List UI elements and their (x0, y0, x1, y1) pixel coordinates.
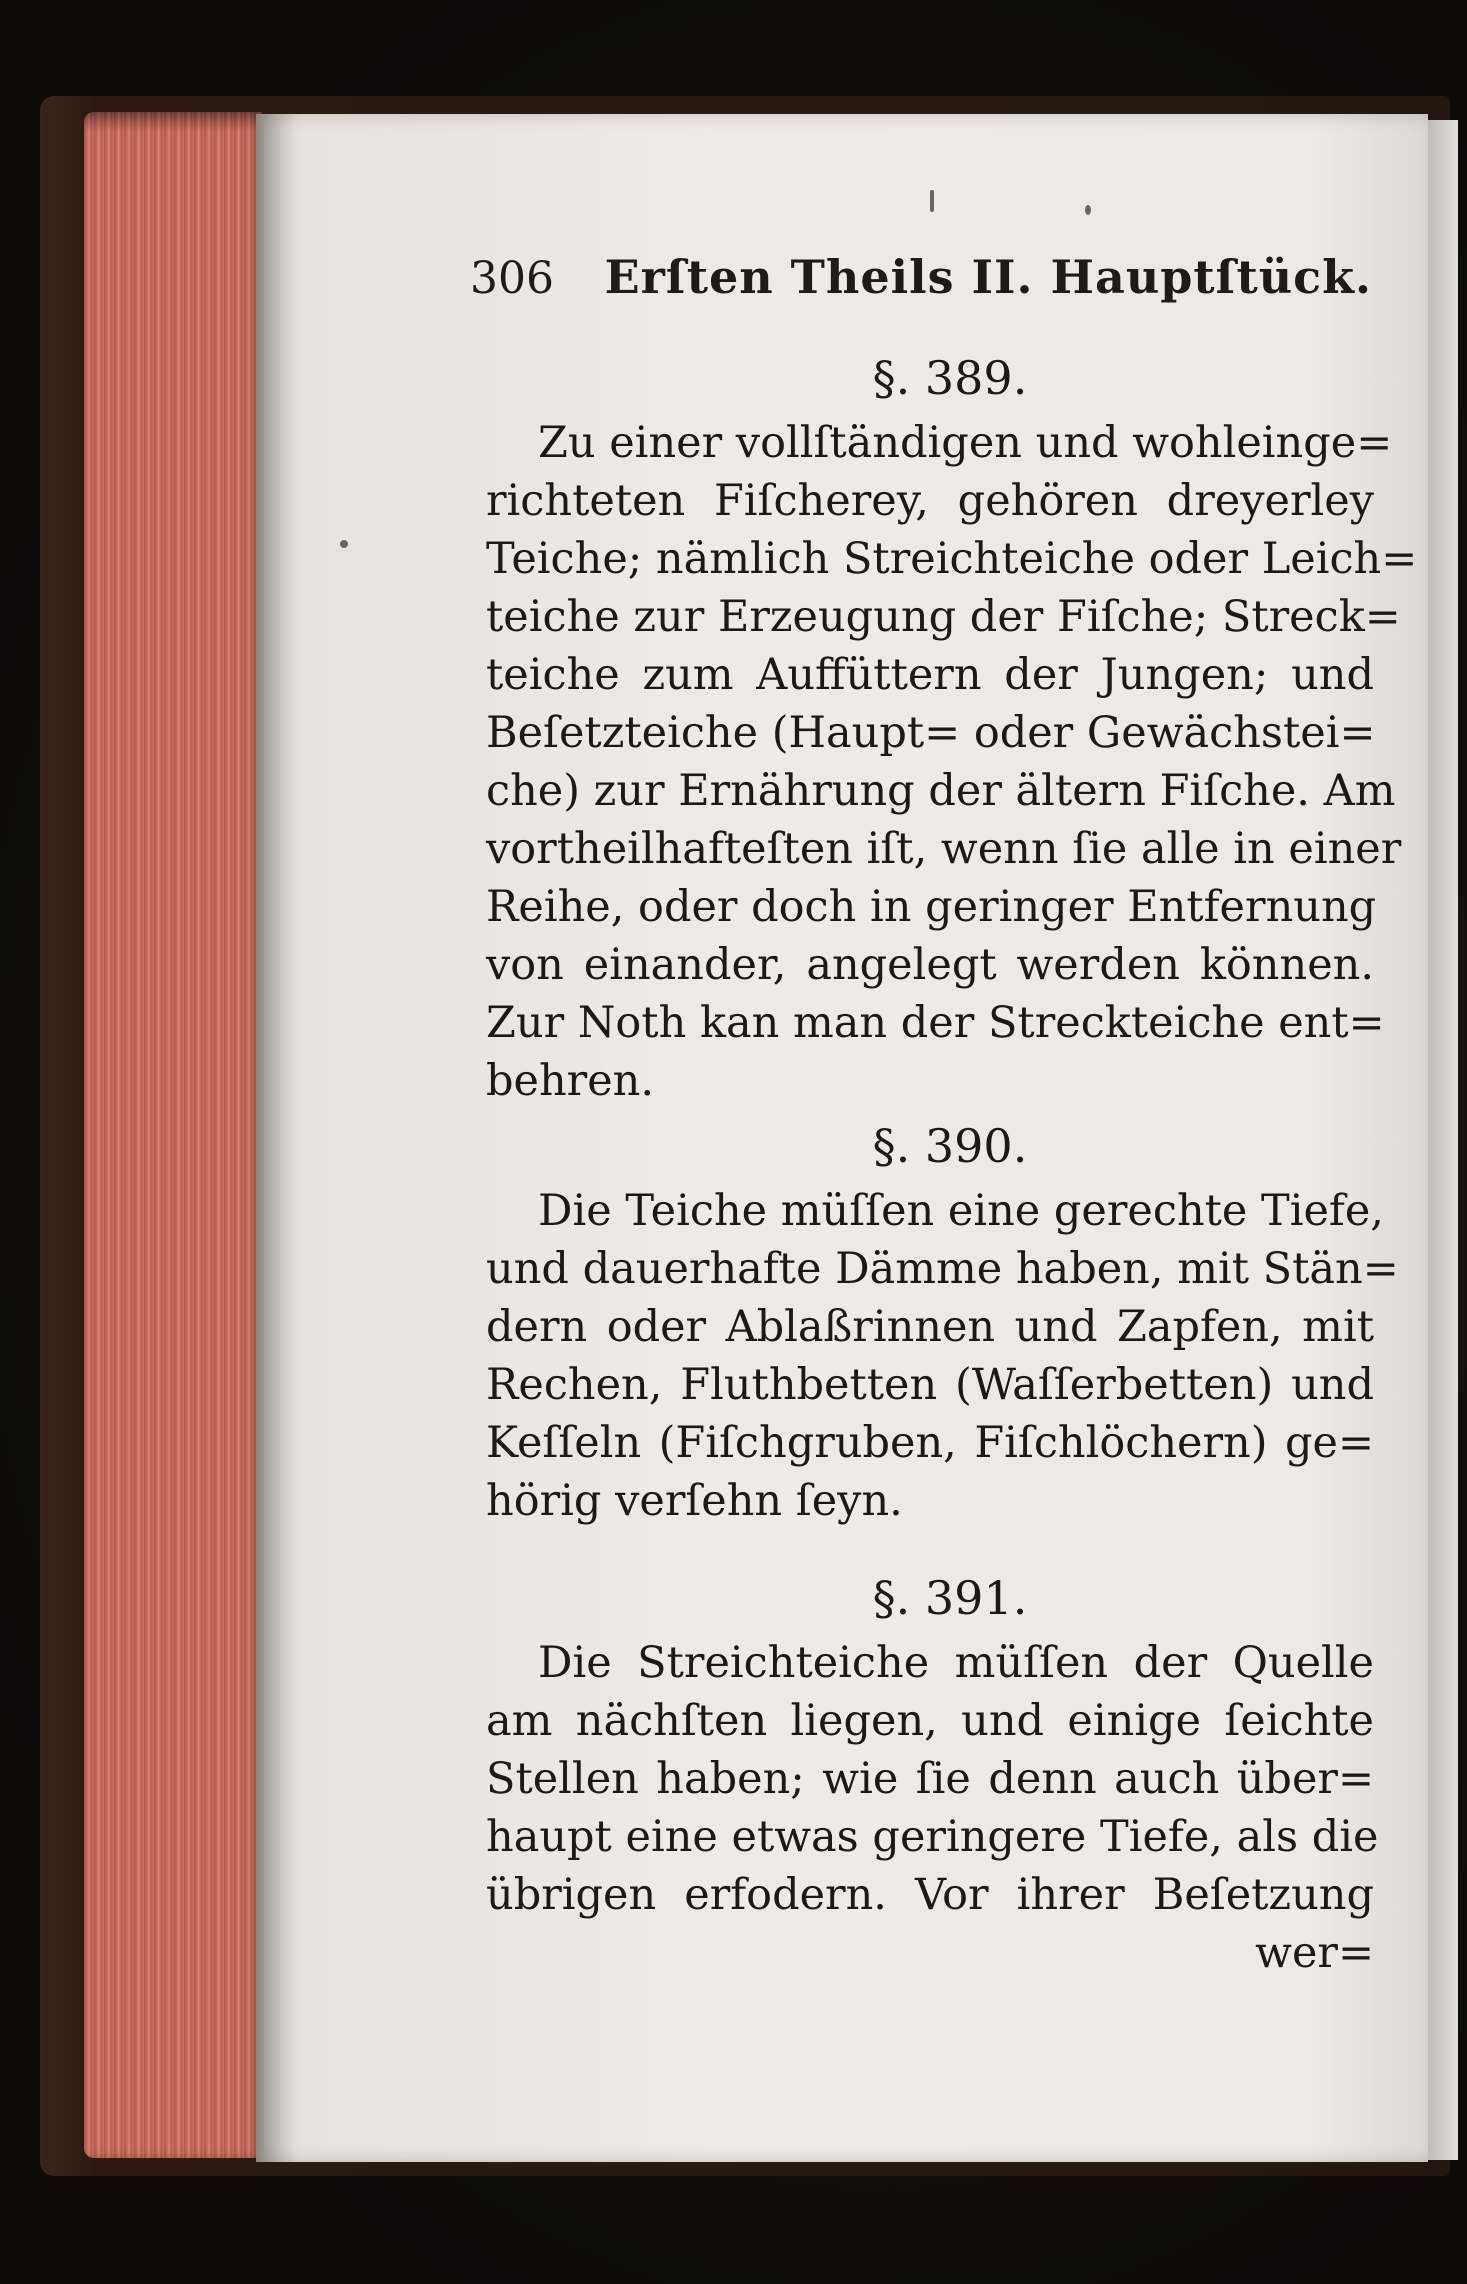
text-line: Die Teiche müſſen eine gerechte Tiefe, (538, 1186, 1384, 1236)
text-line: richteten Fiſcherey, gehören dreyerley (486, 476, 1374, 526)
text-line: Stellen haben; wie ſie denn auch über= (486, 1754, 1374, 1804)
text-line: Beſetzteiche (Haupt= oder Gewächstei= (486, 708, 1376, 758)
page-body (486, 350, 1418, 1982)
ink-speck (340, 540, 348, 548)
facing-page-edge (1428, 120, 1458, 2160)
page-edges (84, 112, 262, 2158)
text-line: von einander, angelegt werden können. (486, 940, 1374, 990)
text-line: Teiche; nämlich Streichteiche oder Leich= (486, 534, 1418, 584)
text-line: Keſſeln (Fiſchgruben, Fiſchlöchern) ge= (486, 1418, 1374, 1468)
text-line: hörig verſehn ſeyn. (486, 1476, 903, 1526)
section-heading: §. 390. (872, 1119, 1028, 1173)
text-line: übrigen erfodern. Vor ihrer Beſetzung (486, 1870, 1374, 1920)
text-line: Reihe, oder doch in geringer Entfernung (486, 882, 1377, 932)
ink-speck (1085, 205, 1091, 215)
text-line: Rechen, Fluthbetten (Waſſerbetten) und (486, 1360, 1374, 1410)
text-line: haupt eine etwas geringere Tiefe, als die (486, 1812, 1379, 1862)
text-line: teiche zum Auffüttern der Jungen; und (486, 650, 1374, 700)
text-line: Zu einer vollſtändigen und wohleinge= (538, 418, 1393, 468)
text-line: Zur Noth kan man der Streckteiche ent= (486, 998, 1385, 1048)
section-heading: §. 391. (872, 1571, 1028, 1625)
page-edges-shadow (84, 112, 262, 132)
running-title: Erſten Theils II. Hauptſtück. (604, 250, 1373, 304)
page-number: 306 (470, 253, 554, 304)
section-heading: §. 389. (872, 351, 1028, 405)
running-header (470, 250, 1373, 304)
text-line: Die Streichteiche müſſen der Quelle (538, 1638, 1374, 1688)
catchword: wer= (1255, 1928, 1374, 1978)
text-line: teiche zur Erzeugung der Fiſche; Streck= (486, 592, 1401, 642)
text-line: che) zur Ernährung der ältern Fiſche. Am (486, 766, 1396, 816)
text-line: dern oder Ablaßrinnen und Zapfen, mit (486, 1302, 1374, 1352)
ink-speck (930, 190, 934, 212)
text-line: und dauerhafte Dämme haben, mit Stän= (486, 1244, 1399, 1294)
text-line: am nächſten liegen, und einige ſeichte (486, 1696, 1374, 1746)
gutter-shadow (256, 114, 296, 2162)
text-line: vortheilhafteſten iſt, wenn ſie alle in einer (486, 824, 1402, 874)
text-line: behren. (486, 1056, 655, 1106)
